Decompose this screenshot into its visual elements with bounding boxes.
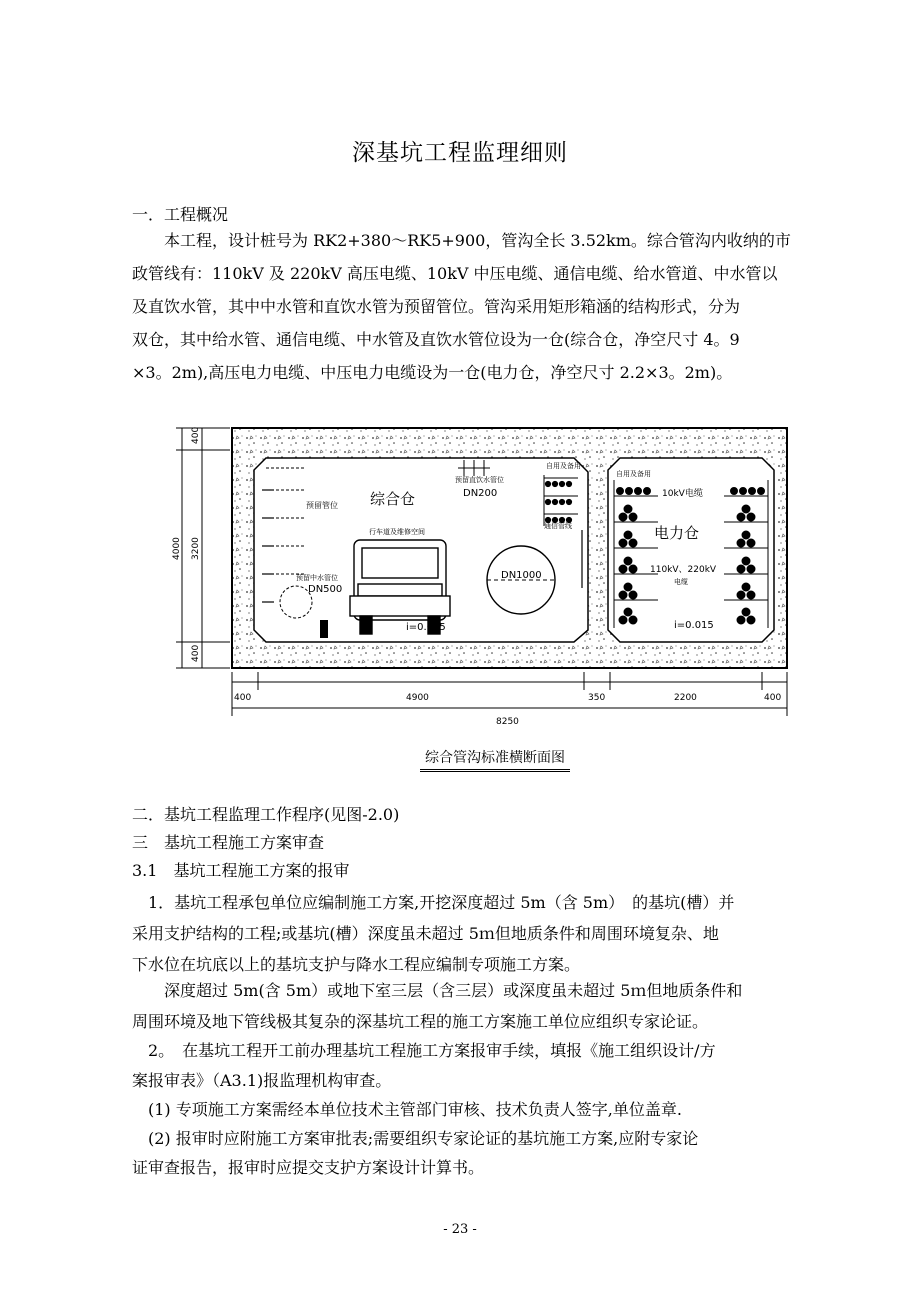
item2-line-2: 案报审表》（A3.1)报监理机构审查。: [132, 1071, 392, 1090]
sub-item-2-line-2: 证审查报告，报审时应提交支护方案设计计算书。: [132, 1158, 485, 1177]
para2-line-1: 深度超过 5m(含 5m）或地下室三层（含三层）或深度虽未超过 5ｍ但地质条件和: [164, 981, 743, 1000]
dim-left-bottom: 400: [191, 644, 201, 662]
overview-line-3: 及直饮水管，其中中水管和直饮水管为预留管位。管沟采用矩形箱涵的结构形式，分为: [132, 297, 741, 316]
label-reserved-reclaimed: 预留中水管位: [296, 574, 338, 582]
label-dn500: DN500: [308, 584, 343, 595]
label-slope-2: i=0.015: [674, 620, 714, 631]
section-heading-procedure: 二．基坑工程监理工作程序(见图-2.0): [132, 805, 400, 824]
label-general-chamber: 综合仓: [370, 490, 416, 508]
bottom-dimensions: [232, 672, 787, 716]
item1-line-3: 下水位在坑底以上的基坑支护与降水工程应编制专项施工方案。: [132, 955, 581, 974]
section-heading-3-1: 3.1 基坑工程施工方案的报审: [132, 861, 350, 880]
cross-section-figure: [174, 420, 794, 730]
item1-line-2: 采用支护结构的工程;或基坑(槽）深度虽未超过 5ｍ但地质条件和周围环境复杂、地: [132, 924, 719, 943]
overview-line-2: 政管线有：110kV 及 220kV 高压电缆、10kV 中压电缆、通信电缆、给水管道、中水管以: [132, 264, 778, 283]
overview-line-4: 双仓，其中给水管、通信电缆、中水管及直饮水管位设为一仓(综合仓，净空尺寸 4。9: [132, 330, 740, 349]
page-title: 深基坑工程监理细则: [352, 140, 568, 166]
maintenance-vehicle-icon: [350, 540, 450, 634]
label-dn200: DN200: [463, 488, 498, 499]
dim-left-mid: 3200: [191, 537, 201, 560]
overview-line-1: 本工程，设计桩号为 RK2+380～RK5+900，管沟全长 3.52km。综合管沟内收纳的市: [164, 231, 791, 250]
item1-line-1: 1．基坑工程承包单位应编制施工方案,开挖深度超过 5m（含 5m） 的基坑(槽）并: [148, 893, 735, 912]
page-number: - 23 -: [443, 1222, 477, 1237]
section-heading-review: 三 基坑工程施工方案审查: [132, 833, 325, 852]
sub-item-2-line-1: (2) 报审时应附施工方案审批表;需要组织专家论证的基坑施工方案,应附专家论: [148, 1129, 699, 1148]
dn500-pipe: [280, 586, 312, 618]
label-telecom: 通信管线: [544, 522, 572, 530]
dim-total: 8250: [496, 717, 519, 727]
para2-line-2: 周围环境及地下管线极其复杂的深基坑工程的施工方案施工单位应组织专家论证。: [132, 1012, 709, 1031]
dim-bottom-3: 350: [588, 693, 606, 703]
label-self-use-2: 自用及备用: [616, 470, 651, 478]
dim-bottom-2: 4900: [406, 693, 429, 703]
section-heading-overview: 一．工程概况: [132, 205, 229, 224]
figure-caption: 综合管沟标准横断面图: [420, 747, 570, 772]
dim-left-total: 4000: [172, 537, 182, 560]
item2-line-1: 2。 在基坑工程开工前办理基坑工程施工方案报审手续，填报《施工组织设计/方: [148, 1041, 716, 1060]
label-self-use: 自用及备用: [546, 462, 581, 470]
label-reserved-drinking: 预留直饮水管位: [455, 476, 504, 484]
dim-bottom-1: 400: [234, 693, 252, 703]
label-aisle: 行车道及维修空间: [369, 528, 425, 536]
sub-item-1: (1) 专项施工方案需经本单位技术主管部门审核、技术负责人签字,单位盖章.: [148, 1100, 682, 1119]
label-cable: 电缆: [674, 578, 688, 586]
label-power-chamber: 电力仓: [654, 524, 700, 542]
label-reserved-pipe: 预留管位: [306, 501, 338, 510]
dim-left-top: 400: [191, 426, 201, 444]
label-10kv: 10kV电缆: [662, 489, 703, 499]
dim-bottom-5: 400: [764, 693, 782, 703]
label-dn1000: DN1000: [501, 570, 542, 581]
overview-line-5: ×3。2m),高压电力电缆、中压电力电缆设为一仓(电力仓，净空尺寸 2.2×3。2m)。: [132, 363, 733, 382]
label-110kv: 110kV、220kV: [650, 565, 717, 575]
left-dimensions: [176, 428, 230, 668]
dim-bottom-4: 2200: [674, 693, 697, 703]
label-slope-1: i=0.015: [406, 622, 446, 633]
